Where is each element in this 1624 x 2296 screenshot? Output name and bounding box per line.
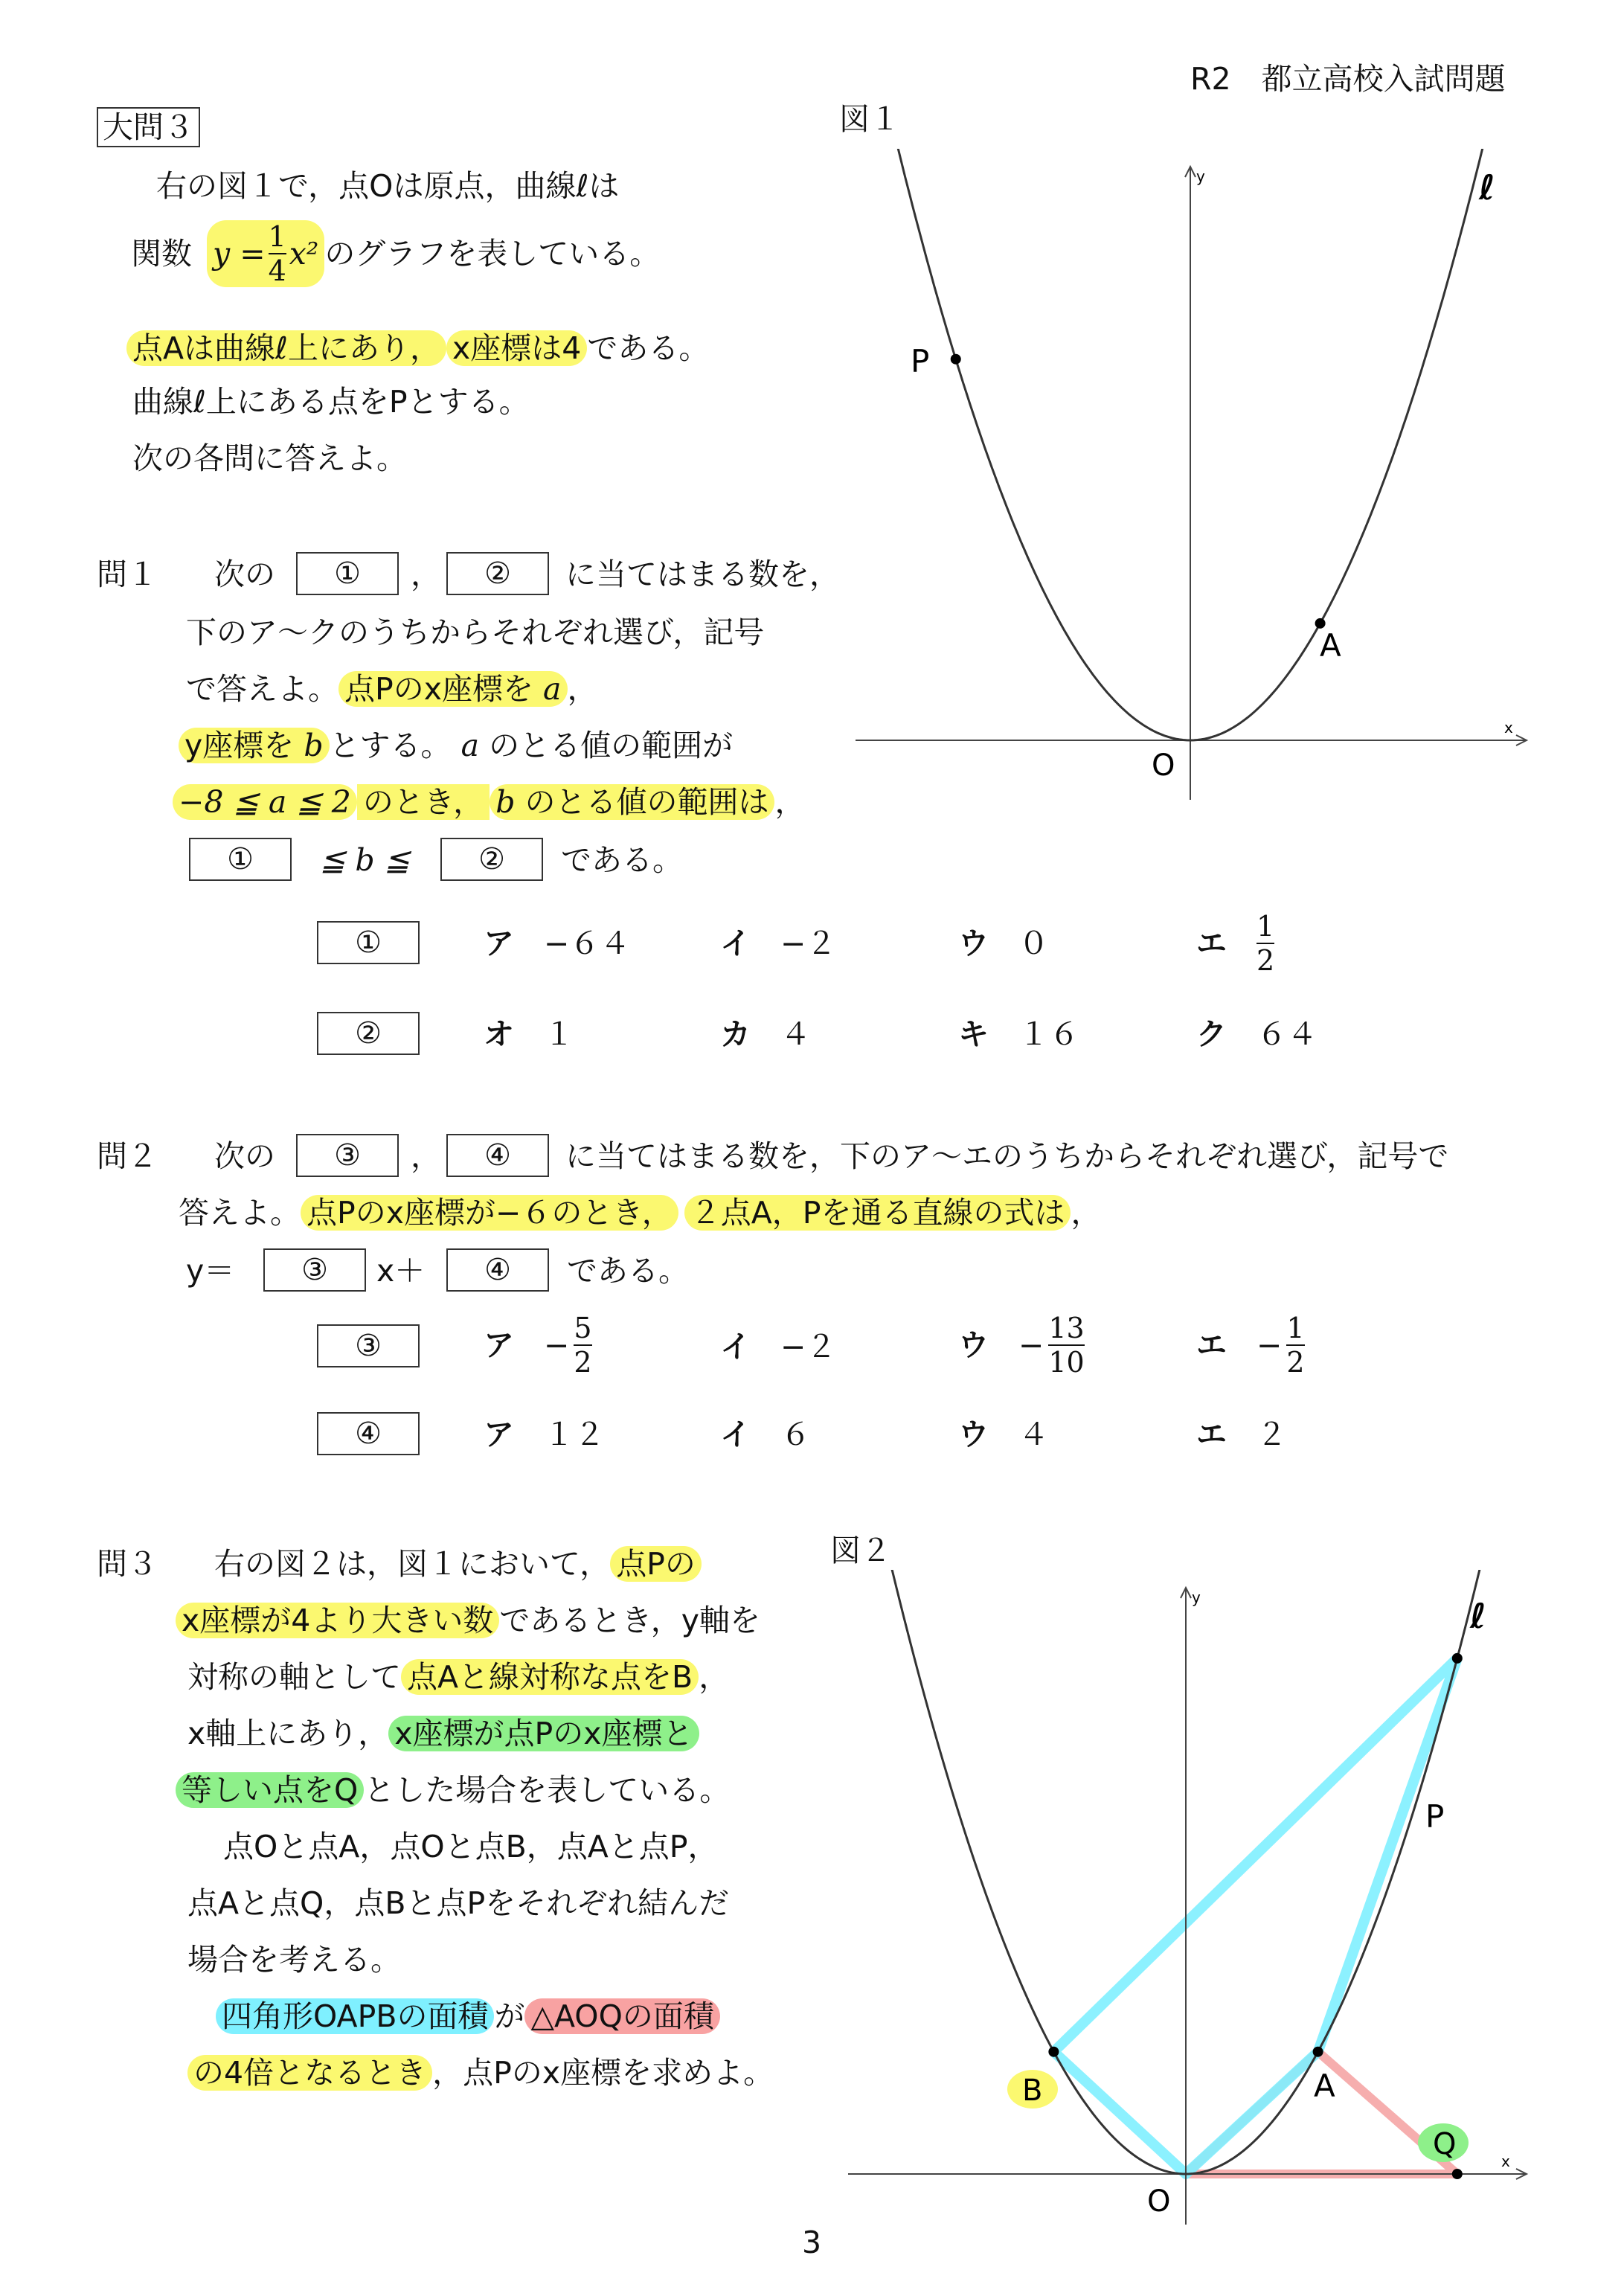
q2-option-a2-key: ア — [484, 1417, 514, 1452]
q1-label: 問１ — [97, 557, 158, 592]
q2-option-i2-key: イ — [720, 1417, 751, 1452]
q1-option-i-key: イ — [720, 926, 751, 961]
q1-line-6-suffix: である。 — [561, 842, 683, 878]
intro-line-3-suffix: である。 — [587, 330, 710, 366]
intro-line-2 — [131, 220, 660, 287]
q1-hl-range-b-text: のとる値の範囲は — [524, 784, 769, 820]
q2-option-e-fraction — [1286, 1312, 1304, 1379]
q2-option-a — [484, 1303, 592, 1387]
fig2-point-p — [1452, 1653, 1463, 1664]
q1-line-3-comma: ， — [567, 671, 598, 707]
q2-line-3-mid: x＋ — [376, 1253, 426, 1289]
fig2-label-q: Q — [1433, 2127, 1457, 2161]
q3-hl-quad-area: 四角形OAPBの面積 — [216, 1998, 494, 2034]
q2-option-a2 — [484, 1414, 605, 1455]
intro-line-4: 曲線ℓ上にある点をPとする。 — [132, 384, 530, 420]
q2-option-a-num: 5 — [574, 1312, 592, 1344]
fig2-point-a — [1313, 2047, 1323, 2057]
q2-option-i-value: −２ — [780, 1329, 837, 1365]
q3-line-4 — [187, 1713, 699, 1754]
q3-hl-point-q: 等しい点をQ — [176, 1772, 364, 1808]
fig2-label-curve: ℓ — [1470, 1596, 1486, 1636]
q1-option-u-key: ウ — [958, 926, 989, 961]
q2-line-3-prefix: y＝ — [186, 1253, 235, 1289]
section-label: 大問３ — [97, 107, 200, 147]
q3-hl-triangle-area: △AOQの面積 — [524, 1998, 719, 2034]
q1-hl-range-b — [490, 784, 774, 820]
q1-line-6-box-1: ① — [189, 838, 292, 881]
intro-line-3 — [126, 327, 709, 369]
intro-hl-point-a: 点Aは曲線ℓ上にあり， — [126, 330, 446, 366]
q3-line-10-suffix: ，点Pのx座標を求めよ。 — [432, 2055, 774, 2091]
q3-line-2-suffix: であるとき，y軸を — [499, 1603, 760, 1638]
q2-option-u-sign: − — [1018, 1327, 1044, 1363]
fig2-point-q — [1452, 2169, 1463, 2179]
q2-line-3-suffix: である。 — [567, 1253, 689, 1289]
fig1-label-a: A — [1320, 627, 1341, 664]
fig2-label-y: y — [1192, 1588, 1201, 1606]
q3-line-5-suffix: とした場合を表している。 — [364, 1772, 731, 1808]
q2-text-suffix: に当てはまる数を，下のア～エのうちからそれぞれ選び，記号で — [565, 1138, 1449, 1174]
q3-hl-point-b: 点Aと線対称な点をB — [401, 1659, 699, 1695]
q1-option-a-value: −６４ — [544, 926, 631, 961]
q1-hl-py-text: y座標を — [184, 728, 295, 763]
func-fraction — [269, 220, 286, 287]
q2-option-i — [720, 1326, 836, 1367]
q2-text-prefix: 次の — [214, 1138, 275, 1174]
q3-hl-qx: x座標が点Pのx座標と — [388, 1716, 699, 1751]
q3-line-8: 場合を考える。 — [187, 1942, 401, 1978]
q3-line-3-prefix: 対称の軸として — [187, 1659, 401, 1695]
fig2-label-p: P — [1425, 1798, 1445, 1835]
q2-option-u2-value: ４ — [1018, 1417, 1049, 1452]
q1-options-1-box: ① — [317, 921, 420, 964]
q2-option-e-den: 2 — [1286, 1346, 1305, 1379]
q3-line-3 — [187, 1656, 729, 1698]
q1-option-ka — [720, 1013, 811, 1055]
fig1-label-y: y — [1196, 167, 1205, 185]
q2-option-e-sign: − — [1256, 1327, 1283, 1363]
q2-line-2-suffix: ， — [1071, 1195, 1102, 1231]
q1-option-o-value: １ — [544, 1016, 574, 1052]
function-formula — [207, 220, 324, 287]
page-header: R2 都立高校入試問題 — [1190, 61, 1506, 97]
q2-option-a-sign: − — [544, 1327, 570, 1363]
q2-option-i-key: イ — [720, 1329, 751, 1365]
intro-line-2-suffix: のグラフを表している。 — [324, 236, 661, 272]
func-numerator: 1 — [268, 220, 286, 253]
q1-option-e-den: 2 — [1256, 944, 1275, 977]
q3-line-1-prefix: 右の図２は，図１において， — [214, 1546, 611, 1582]
q3-line-9-mid: が — [494, 1998, 525, 2034]
q2-answer-box-4: ④ — [446, 1134, 549, 1177]
intro-hl-x4: x座標は4 — [446, 330, 587, 366]
fig2-point-b — [1048, 2047, 1059, 2057]
q1-option-o-key: オ — [484, 1016, 514, 1052]
q1-text-suffix: に当てはまる数を， — [565, 557, 840, 592]
q3-line-7: 点Aと点Q，点Bと点Pをそれぞれ結んだ — [187, 1885, 730, 1921]
q3-hl-px-gt4: x座標が4より大きい数 — [176, 1603, 499, 1638]
q1-line-4-suffix: のとる値の範囲が — [489, 728, 734, 763]
q3-line-5 — [176, 1769, 730, 1811]
q2-option-a-key: ア — [484, 1327, 514, 1363]
fig2-quadrilateral-oapb — [1053, 1658, 1457, 2174]
q1-option-ki-key: キ — [958, 1016, 989, 1052]
q1-option-u — [958, 923, 1049, 964]
q3-line-4-prefix: x軸上にあり， — [187, 1716, 389, 1751]
q1-option-ku-value: ６４ — [1256, 1016, 1318, 1052]
q3-label: 問３ — [97, 1546, 158, 1582]
q1-comma: ， — [411, 557, 441, 592]
q1-option-ka-value: ４ — [780, 1016, 811, 1052]
q1-option-ki-value: １６ — [1018, 1016, 1079, 1052]
q2-line-3-box-4: ④ — [446, 1248, 549, 1292]
fig1-label-p: P — [911, 343, 930, 379]
q1-option-ku-key: ク — [1196, 1016, 1227, 1052]
q2-option-e-num: 1 — [1286, 1312, 1305, 1344]
q2-line-2-prefix: 答えよ。 — [179, 1195, 301, 1231]
q1-option-e — [1196, 902, 1274, 985]
q2-option-e2-value: ２ — [1256, 1417, 1287, 1452]
q2-option-u2 — [958, 1414, 1049, 1455]
fig2-label-b: B — [1022, 2074, 1043, 2108]
q2-option-u — [958, 1303, 1085, 1387]
q1-line-4-a: a — [460, 728, 480, 763]
q1-hl-px-text: 点Pのx座標を — [344, 671, 533, 707]
q1-line-2: 下のア～クのうちからそれぞれ選び，記号 — [186, 615, 765, 650]
q1-line-4 — [179, 725, 733, 766]
q1-line-4-mid: とする。 — [329, 728, 452, 763]
q3-hl-point-p: 点Pの — [610, 1546, 702, 1582]
q1-hl-py — [179, 728, 330, 763]
q3-line-2 — [176, 1600, 760, 1641]
q1-line-3 — [186, 668, 598, 710]
q1-line-5-b: b — [495, 784, 516, 820]
q2-option-a-fraction — [574, 1312, 591, 1379]
q1-line-5-suffix: ， — [774, 784, 806, 820]
q2-option-a2-value: １２ — [544, 1417, 605, 1452]
fig1-label-origin: O — [1152, 748, 1175, 783]
fig1-label-x: x — [1504, 719, 1513, 737]
q2-line-3-box-3: ③ — [263, 1248, 366, 1292]
fig2-label-x: x — [1501, 2152, 1510, 2170]
func-x: x² — [289, 236, 319, 272]
q2-option-e — [1196, 1303, 1305, 1387]
q1-option-e-fraction — [1256, 910, 1274, 977]
q2-option-a-den: 2 — [574, 1346, 592, 1379]
fig1-label-curve: ℓ — [1479, 167, 1495, 208]
q1-option-a — [484, 923, 630, 964]
q2-answer-box-3: ③ — [296, 1134, 399, 1177]
q1-option-a-key: ア — [484, 926, 514, 961]
q2-hl-line: ２点A，Pを通る直線の式は — [684, 1195, 1071, 1231]
q3-line-10 — [187, 2052, 774, 2094]
q1-option-e-num: 1 — [1256, 910, 1275, 943]
q3-line-3-suffix: ， — [699, 1659, 730, 1695]
intro-line-2-prefix: 関数 — [131, 236, 192, 272]
q1-option-ki — [958, 1013, 1079, 1055]
figure-1-caption: 図１ — [839, 101, 900, 137]
q2-option-e2-key: エ — [1196, 1417, 1227, 1452]
fig2-label-origin: O — [1147, 2184, 1171, 2219]
q3-hl-four-times: の4倍となるとき — [187, 2055, 432, 2091]
q1-line-3-prefix: で答えよ。 — [186, 671, 338, 707]
q1-option-i — [720, 923, 836, 964]
q2-option-u-den: 10 — [1048, 1346, 1085, 1379]
q1-hl-toki: のとき， — [357, 784, 490, 820]
q1-option-u-value: ０ — [1018, 926, 1049, 961]
q2-line-2 — [179, 1192, 1101, 1234]
q1-option-e-key: エ — [1196, 926, 1227, 961]
q1-text-prefix: 次の — [214, 557, 275, 592]
q3-line-6: 点Oと点A，点Oと点B，点Aと点P， — [223, 1829, 719, 1864]
q3-line-9 — [216, 1995, 720, 2037]
q1-option-i-value: −２ — [780, 926, 837, 961]
q1-line-5 — [173, 781, 805, 823]
q2-option-i2-value: ６ — [780, 1417, 811, 1452]
q2-option-e2 — [1196, 1414, 1287, 1455]
q2-option-u2-key: ウ — [958, 1417, 989, 1452]
q1-line-6-box-2: ② — [440, 838, 543, 881]
q1-answer-box-2: ② — [446, 552, 549, 595]
q1-var-b: b — [304, 728, 324, 763]
fig2-label-a: A — [1314, 2068, 1335, 2104]
q2-option-u-key: ウ — [958, 1327, 989, 1363]
intro-line-1: 右の図１で，点Oは原点，曲線ℓは — [156, 168, 620, 204]
q2-label: 問２ — [97, 1138, 158, 1174]
q2-options-4-box: ④ — [317, 1412, 420, 1455]
q1-answer-box-1: ① — [296, 552, 399, 595]
q2-comma: ， — [411, 1138, 441, 1174]
q1-var-a: a — [543, 671, 562, 707]
q2-option-e-key: エ — [1196, 1327, 1227, 1363]
q2-hl-px: 点Pのx座標が−６のとき， — [301, 1195, 678, 1231]
q1-option-o — [484, 1013, 574, 1055]
q1-option-ka-key: カ — [720, 1016, 751, 1052]
intro-line-5: 次の各問に答えよ。 — [132, 440, 407, 476]
q1-hl-range-a: −8 ≦ a ≦ 2 — [173, 784, 357, 820]
q2-options-3-box: ③ — [317, 1324, 420, 1367]
func-denominator: 4 — [268, 254, 286, 287]
figure-2-caption: 図２ — [830, 1533, 891, 1568]
q2-option-u-fraction — [1048, 1312, 1084, 1379]
q2-option-u-num: 13 — [1048, 1312, 1085, 1344]
q1-option-ku — [1196, 1013, 1318, 1055]
fig1-point-p — [951, 354, 961, 365]
page-number: 3 — [802, 2225, 822, 2260]
func-y: y = — [213, 236, 266, 272]
q2-option-i2 — [720, 1414, 811, 1455]
q1-options-2-box: ② — [317, 1012, 420, 1055]
q1-line-6-ineq: ≦ b ≦ — [320, 842, 411, 878]
figure-1 — [833, 149, 1540, 818]
q3-line-1 — [214, 1543, 702, 1585]
figure-2 — [833, 1570, 1540, 2239]
q1-hl-px — [338, 671, 568, 707]
